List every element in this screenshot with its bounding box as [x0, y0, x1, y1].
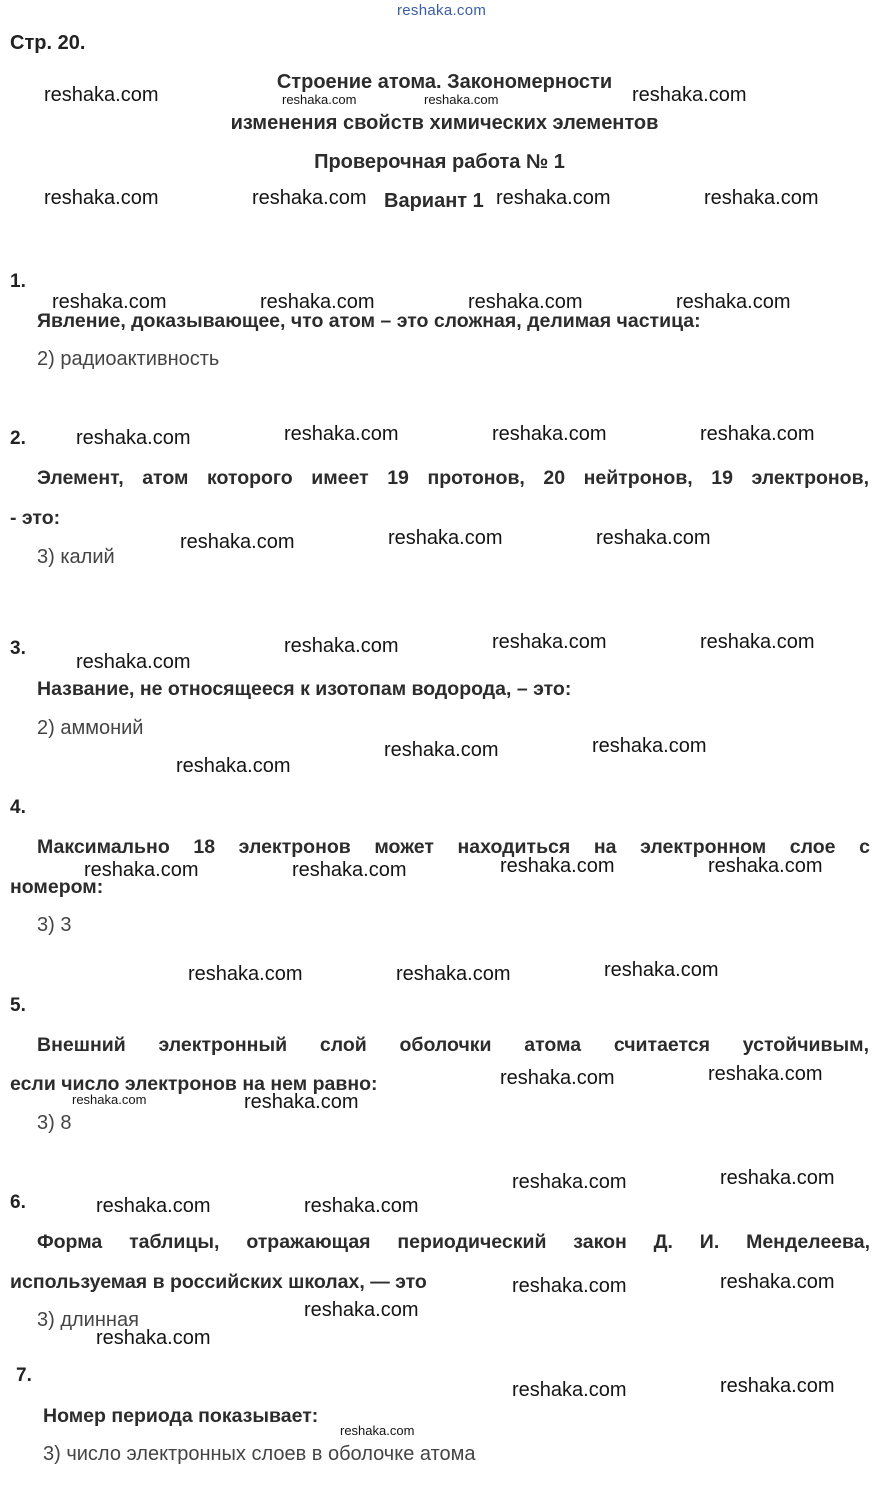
watermark: reshaka.com — [700, 631, 815, 653]
watermark: reshaka.com — [720, 1271, 835, 1293]
question-text: Название, не относящееся к изотопам водорода, – это: — [37, 678, 572, 700]
question-number: 2. — [10, 428, 26, 449]
watermark: reshaka.com — [244, 1091, 359, 1113]
watermark: reshaka.com — [512, 1171, 627, 1193]
variant-label: Вариант 1 — [384, 190, 484, 212]
watermark-small: reshaka.com — [424, 92, 499, 107]
watermark: reshaka.com — [512, 1275, 627, 1297]
page-label: Стр. 20. — [10, 32, 86, 54]
question-answer: 3) число электронных слоев в оболочке атома — [43, 1443, 476, 1465]
question-answer: 3) калий — [37, 546, 115, 568]
watermark: reshaka.com — [496, 187, 611, 209]
watermark: reshaka.com — [468, 291, 583, 313]
watermark: reshaka.com — [44, 187, 159, 209]
watermark: reshaka.com — [384, 739, 499, 761]
watermark: reshaka.com — [492, 631, 607, 653]
watermark: reshaka.com — [96, 1327, 211, 1349]
watermark: reshaka.com — [292, 859, 407, 881]
watermark: reshaka.com — [188, 963, 303, 985]
watermark: reshaka.com — [176, 755, 291, 777]
question-text: Явление, доказывающее, что атом – это сложная, делимая частица: — [37, 310, 701, 332]
watermark: reshaka.com — [304, 1195, 419, 1217]
watermark: reshaka.com — [304, 1299, 419, 1321]
test-title: Проверочная работа № 1 — [314, 151, 565, 173]
question-answer: 2) радиоактивность — [37, 348, 220, 370]
watermark: reshaka.com — [284, 423, 399, 445]
watermark: reshaka.com — [96, 1195, 211, 1217]
watermark: reshaka.com — [604, 959, 719, 981]
question-text: Максимально 18 электронов может находиться на электронном слое с — [37, 836, 870, 858]
question-answer: 3) 3 — [37, 914, 72, 936]
top-site-watermark: reshaka.com — [397, 2, 487, 19]
question-text-continued: используемая в российских школах, — это — [10, 1271, 427, 1293]
question-text: Внешний электронный слой оболочки атома считается устойчивым, — [37, 1034, 869, 1056]
watermark: reshaka.com — [632, 84, 747, 106]
watermark: reshaka.com — [500, 1067, 615, 1089]
question-number: 3. — [10, 638, 26, 659]
question-number: 1. — [10, 271, 26, 292]
watermark: reshaka.com — [704, 187, 819, 209]
question-answer: 3) 8 — [37, 1112, 72, 1134]
question-text-continued: если число электронов на нем равно: — [10, 1073, 378, 1095]
watermark: reshaka.com — [676, 291, 791, 313]
watermark: reshaka.com — [512, 1379, 627, 1401]
watermark: reshaka.com — [76, 427, 191, 449]
watermark: reshaka.com — [592, 735, 707, 757]
watermark: reshaka.com — [500, 855, 615, 877]
watermark-small: reshaka.com — [282, 92, 357, 107]
watermark: reshaka.com — [388, 527, 503, 549]
watermark: reshaka.com — [84, 859, 199, 881]
title-line-2: изменения свойств химических элементов — [230, 112, 659, 134]
watermark: reshaka.com — [708, 1063, 823, 1085]
question-text: Элемент, атом которого имеет 19 протонов, 20 нейтронов, 19 электронов, — [37, 467, 869, 489]
watermark-small: reshaka.com — [72, 1092, 147, 1107]
watermark: reshaka.com — [180, 531, 295, 553]
watermark-small: reshaka.com — [340, 1423, 415, 1438]
watermark: reshaka.com — [52, 291, 167, 313]
watermark: reshaka.com — [260, 291, 375, 313]
watermark: reshaka.com — [720, 1375, 835, 1397]
question-number: 6. — [10, 1192, 26, 1213]
watermark: reshaka.com — [492, 423, 607, 445]
watermark: reshaka.com — [284, 635, 399, 657]
question-text: Форма таблицы, отражающая периодический закон Д. И. Менделеева, — [37, 1231, 870, 1253]
watermark: reshaka.com — [252, 187, 367, 209]
question-number: 4. — [10, 797, 26, 818]
question-answer: 3) длинная — [37, 1309, 139, 1331]
question-number: 5. — [10, 995, 26, 1016]
watermark: reshaka.com — [596, 527, 711, 549]
watermark: reshaka.com — [396, 963, 511, 985]
watermark: reshaka.com — [720, 1167, 835, 1189]
question-text-continued: номером: — [10, 876, 104, 898]
watermark: reshaka.com — [708, 855, 823, 877]
watermark: reshaka.com — [44, 84, 159, 106]
question-text: Номер периода показывает: — [43, 1405, 319, 1427]
title-line-1: Строение атома. Закономерности — [276, 71, 613, 93]
question-number: 7. — [16, 1365, 32, 1386]
watermark: reshaka.com — [76, 651, 191, 673]
watermark: reshaka.com — [700, 423, 815, 445]
question-text-continued: - это: — [10, 507, 61, 529]
question-answer: 2) аммоний — [37, 717, 144, 739]
